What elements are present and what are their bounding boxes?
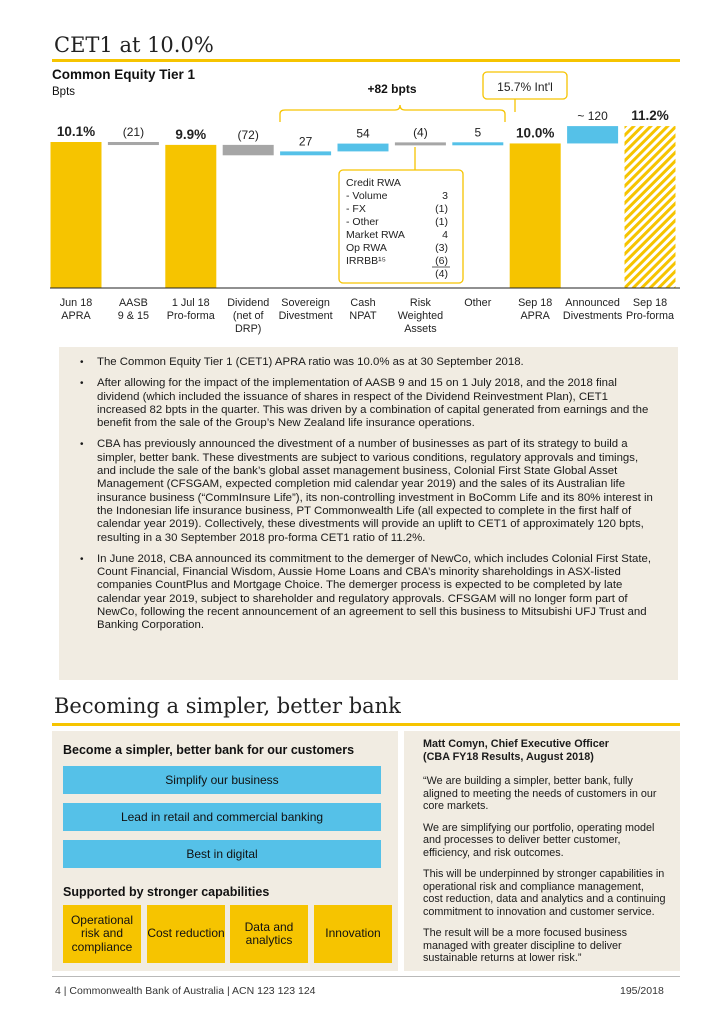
quote-paragraph: We are simplifying our portfolio, operating model and processes to deliver better customer, efficiency, and risk outcomes. bbox=[423, 821, 655, 859]
footer-text: 4 | Commonwealth Bank of Australia | ACN 123 123 124 bbox=[55, 985, 316, 997]
intl-callout-text: 15.7% Int'l bbox=[497, 80, 553, 94]
cet1-waterfall-chart bbox=[0, 62, 724, 344]
category-label-0: Jun 18 bbox=[59, 297, 93, 309]
rwa-row-label: IRRBB¹⁵ bbox=[346, 255, 386, 267]
category-label-3: DRP) bbox=[234, 323, 262, 335]
list-item: • CBA has previously announced the divestment of a number of businesses as part of its strategy to build a simpler, better bank. These divestments are subject to various conditions, regulatory approvals and timings, and include the sale of the bank’s global asset management business, Colonial First State Global Asset Management (CFSGAM, expected completion mid calendar year 2019) and the sales of its Australian life insurance business (“CommInsure Life”), its non-controlling investment in BoComm Life and its 80% interest in the Indonesian life insurance business, PT Commonwealth Life (all expected to complete in the first half of calendar year 2019). Collectively, these divestments will provide an uplift to CET1 of approximately 120 bpts, resulting in a 30 September 2018 pro-forma CET1 ratio of 11.2%. bbox=[79, 438, 660, 544]
rwa-row-label: Credit RWA bbox=[346, 177, 401, 189]
value-label-6: (4) bbox=[413, 125, 428, 140]
category-label-4: Divestment bbox=[278, 310, 333, 322]
value-label-9: ~ 120 bbox=[577, 109, 608, 124]
section-title-cet1: CET1 at 10.0% bbox=[54, 33, 214, 57]
rwa-row-value: (3) bbox=[435, 242, 448, 254]
category-label-0: APRA bbox=[61, 310, 91, 322]
category-label-6: Weighted bbox=[397, 310, 444, 322]
section-title-simpler-bank: Becoming a simpler, better bank bbox=[54, 694, 401, 718]
category-label-9: Announced bbox=[565, 297, 620, 309]
value-label-8: 10.0% bbox=[516, 125, 555, 141]
rwa-row-value: 3 bbox=[442, 190, 448, 202]
bar-6 bbox=[395, 142, 446, 145]
bar-2 bbox=[165, 145, 216, 288]
category-label-3: Dividend bbox=[227, 297, 270, 309]
quote-author: Matt Comyn, Chief Executive Officer bbox=[423, 738, 609, 750]
capability-box-data: Data and analytics bbox=[230, 905, 308, 963]
rwa-row-value: (1) bbox=[435, 216, 448, 228]
strategy-bar-lead: Lead in retail and commercial banking bbox=[63, 803, 381, 831]
value-label-2: 9.9% bbox=[175, 126, 207, 142]
category-label-7: Other bbox=[464, 297, 492, 309]
category-label-6: Risk bbox=[409, 297, 431, 309]
rwa-row-value: 4 bbox=[442, 229, 448, 241]
increase-bracket bbox=[280, 105, 505, 122]
value-label-4: 27 bbox=[298, 134, 313, 149]
value-label-10: 11.2% bbox=[631, 108, 669, 124]
value-label-1: (21) bbox=[122, 125, 145, 139]
bar-5 bbox=[338, 144, 389, 152]
rwa-row-value: (1) bbox=[435, 203, 448, 215]
bracket-label: +82 bpts bbox=[367, 82, 417, 96]
page-reference: 195/2018 bbox=[620, 985, 664, 997]
category-label-5: Cash bbox=[350, 297, 376, 309]
quote-source: (CBA FY18 Results, August 2018) bbox=[423, 750, 594, 763]
commentary-panel bbox=[59, 347, 678, 680]
value-label-5: 54 bbox=[356, 126, 370, 141]
category-label-8: Sep 18 bbox=[518, 297, 553, 309]
value-label-3: (72) bbox=[237, 127, 259, 142]
chart-unit: Bpts bbox=[52, 86, 76, 98]
category-label-2: Pro-forma bbox=[166, 310, 215, 322]
rwa-row-label: - Other bbox=[346, 216, 379, 228]
bar-1 bbox=[108, 142, 159, 145]
category-label-3: (net of bbox=[232, 310, 264, 322]
rwa-row-label: - Volume bbox=[346, 190, 388, 202]
category-label-9: Divestments bbox=[562, 310, 623, 322]
value-label-7: 5 bbox=[474, 125, 482, 140]
bar-9 bbox=[567, 126, 618, 143]
bar-4 bbox=[280, 151, 331, 155]
quote-paragraph: The result will be a more focused business managed with greater discipline to deliver sustainable returns at lower risk.” bbox=[423, 927, 628, 964]
quote-attribution bbox=[423, 738, 666, 763]
category-label-4: Sovereign bbox=[281, 297, 330, 309]
category-label-2: 1 Jul 18 bbox=[171, 297, 210, 309]
footer-rule bbox=[52, 976, 680, 977]
list-item: • In June 2018, CBA announced its commitment to the demerger of NewCo, which includes Colonial First State, Count Financial, Financial Wisdom, Aussie Home Loans and CBA’s minority shareholdings in ASX-listed companies CountPlus and Mortgage Choice. The demerger process is expected to be completed by late calendar year 2019, subject to shareholder and regulatory approvals. CFSGAM will no longer form part of NewCo, following the recent announcement of an agreement to sell this business to Mitsubishi UFJ Trust and Banking Corporation. bbox=[79, 553, 660, 633]
chart-title: Common Equity Tier 1 bbox=[52, 67, 196, 82]
rwa-row-label: Market RWA bbox=[346, 229, 405, 241]
bar-7 bbox=[452, 142, 503, 145]
category-label-10: Pro-forma bbox=[626, 310, 674, 322]
strategy-panel bbox=[52, 731, 398, 971]
category-label-1: 9 & 15 bbox=[117, 310, 150, 322]
capability-box-innovation: Innovation bbox=[314, 905, 392, 963]
rwa-row-label: - FX bbox=[346, 203, 366, 215]
bar-8 bbox=[510, 143, 561, 288]
rwa-row-label: Op RWA bbox=[346, 242, 387, 254]
bar-0 bbox=[51, 142, 102, 288]
category-label-1: AASB bbox=[118, 297, 148, 309]
category-label-6: Assets bbox=[404, 323, 437, 335]
category-label-10: Sep 18 bbox=[632, 297, 668, 309]
strategy-bar-simplify: Simplify our business bbox=[63, 766, 381, 794]
capabilities-heading: Supported by stronger capabilities bbox=[63, 885, 270, 899]
commentary-list bbox=[79, 356, 660, 633]
rwa-row-value: (4) bbox=[435, 268, 448, 280]
section-rule bbox=[52, 723, 680, 726]
strategy-heading: Become a simpler, better bank for our customers bbox=[63, 743, 355, 757]
category-labels-group bbox=[60, 297, 674, 335]
capability-box-cost: Cost reduction bbox=[147, 905, 225, 963]
list-item: • The Common Equity Tier 1 (CET1) APRA ratio was 10.0% as at 30 September 2018. bbox=[79, 356, 660, 369]
quote-paragraph: “We are building a simpler, better bank, fully aligned to meeting the needs of customers in our core markets. bbox=[423, 775, 657, 812]
bar-3 bbox=[223, 145, 274, 155]
bar-10 bbox=[625, 126, 676, 288]
list-item: • After allowing for the impact of the implementation of AASB 9 and 15 on 1 July 2018, and the 2018 final dividend (which included the issuance of shares in respect of the Dividend Reinvestment Plan), CET1 increased 82 bpts in the quarter. This was driven by a combination of capital generated from earnings and the benefit from the sale of the Group’s New Zealand life insurance operations. bbox=[79, 377, 660, 430]
value-label-0: 10.1% bbox=[56, 124, 96, 139]
ceo-quote-panel bbox=[404, 731, 680, 971]
quote-paragraph: This will be underpinned by stronger capabilities in operational risk and compliance management, cost reduction, data and analytics and a continuing commitment to innovation and customer service. bbox=[423, 868, 666, 918]
rwa-row-value: (6) bbox=[435, 255, 448, 267]
category-label-5: NPAT bbox=[349, 310, 377, 322]
category-label-8: APRA bbox=[520, 310, 550, 322]
strategy-bar-digital: Best in digital bbox=[63, 840, 381, 868]
capability-box-risk: Operational risk and compliance bbox=[63, 905, 141, 963]
